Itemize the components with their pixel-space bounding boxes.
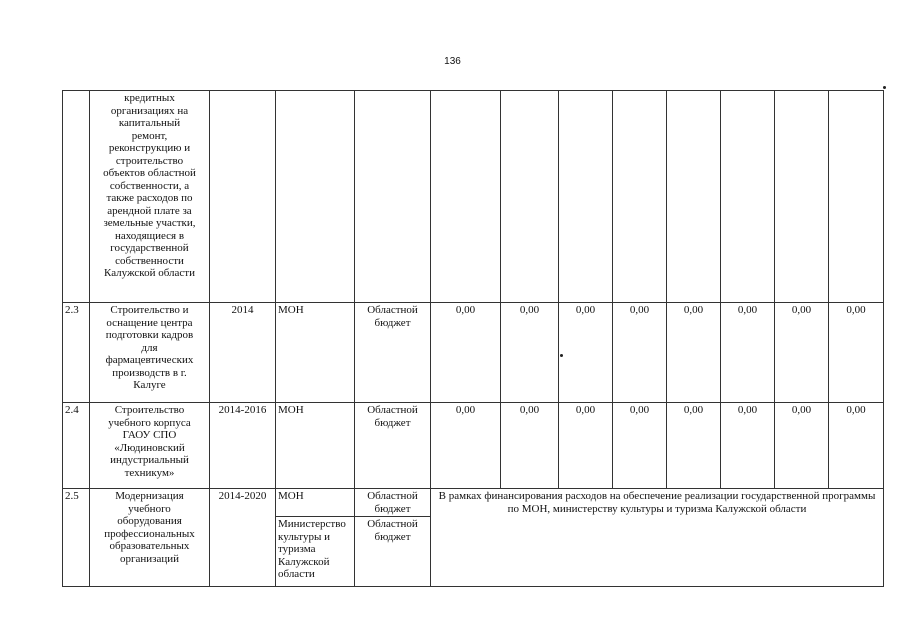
source-cell: Областной бюджет [355,303,431,403]
value-cell: 0,00 [613,403,667,489]
value-cell [431,91,501,303]
name-line: находящиеся в [114,229,185,242]
row-number: 2.4 [63,403,90,489]
value-cell: 0,00 [829,403,884,489]
row-number: 2.5 [63,489,90,587]
executor-line: туризма [278,543,316,555]
period-cell: 2014 [210,303,276,403]
name-line: Калуге [133,379,166,391]
value-cell [667,91,721,303]
table-row [63,91,884,303]
scan-speck [560,354,563,357]
value-cell: 0,00 [721,403,775,489]
value-cell [829,91,884,303]
name-line: учебного корпуса [108,416,191,429]
name-line: оборудования [117,515,182,527]
name-line: фармацевтических [105,354,194,366]
measure-name [90,91,210,303]
measure-name [90,489,210,587]
table-row [63,403,884,489]
name-line: учебного [128,502,171,515]
period-cell [210,91,276,303]
executor-cell: МОН [276,403,355,489]
executor-line: культуры и [278,530,330,543]
name-line: индустриальный [110,454,189,466]
name-line: государственной [110,242,189,254]
name-line: оснащение центра [106,316,193,329]
name-line: объектов областной [103,167,196,179]
name-line: ремонт, [131,129,168,142]
measure-name [90,303,210,403]
scan-speck [883,86,886,89]
page-number: 136 [444,56,461,67]
name-line: капитальный [118,117,181,129]
name-line: для [141,341,158,354]
name-line: организациях на [110,104,189,117]
name-line: кредитных [124,92,175,104]
value-cell: 0,00 [829,303,884,403]
executor-cell [276,91,355,303]
value-cell: 0,00 [613,303,667,403]
name-line: также расходов по [106,192,193,204]
table-row [63,489,884,517]
value-cell: 0,00 [501,303,559,403]
program-table [62,90,884,587]
name-line: реконструкцию и [108,142,191,154]
value-cell: 0,00 [721,303,775,403]
name-line: собственности [115,254,184,267]
name-line: организаций [119,552,180,565]
value-cell: 0,00 [431,403,501,489]
name-line: производств в г. [112,366,187,379]
value-cell: 0,00 [559,303,613,403]
value-cell [721,91,775,303]
name-line: профессиональных [104,527,195,540]
name-line: ГАОУ СПО [122,429,177,441]
name-line: арендной плате за [107,204,192,217]
name-line: Калужской области [104,267,195,279]
value-cell [501,91,559,303]
value-cell: 0,00 [431,303,501,403]
executor-line: Министерство [278,518,346,530]
name-line: образовательных [109,540,190,552]
source-cell [355,91,431,303]
value-cell [775,91,829,303]
value-cell [559,91,613,303]
executor-line: области [278,568,315,580]
executor-cell [276,517,355,587]
source-cell: Областной бюджет [355,489,431,517]
name-line: Строительство и [110,304,189,316]
value-cell: 0,00 [501,403,559,489]
table-row [63,303,884,403]
name-line: подготовки кадров [105,329,194,341]
measure-name [90,403,210,489]
name-line: собственности, а [109,179,190,192]
name-line: Модернизация [115,490,184,502]
value-cell: 0,00 [559,403,613,489]
executor-cell: МОН [276,303,355,403]
name-line: Строительство [114,404,185,416]
financing-note: В рамках финансирования расходов на обеспечение реализации государственной программы по МОН, министерству культуры и туризма Калужской области [431,489,884,587]
executor-line: Калужской [278,555,330,568]
row-number: 2.3 [63,303,90,403]
value-cell: 0,00 [775,303,829,403]
period-cell: 2014-2016 [210,403,276,489]
row-number [63,91,90,303]
name-line: техникум» [124,466,175,479]
name-line: земельные участки, [103,217,196,229]
executor-cell: МОН [276,489,355,517]
source-cell: Областной бюджет [355,517,431,587]
value-cell: 0,00 [667,303,721,403]
name-line: строительство [115,154,184,167]
source-cell: Областной бюджет [355,403,431,489]
name-line: «Людиновский [114,441,185,454]
value-cell [613,91,667,303]
period-cell: 2014-2020 [210,489,276,587]
value-cell: 0,00 [775,403,829,489]
value-cell: 0,00 [667,403,721,489]
